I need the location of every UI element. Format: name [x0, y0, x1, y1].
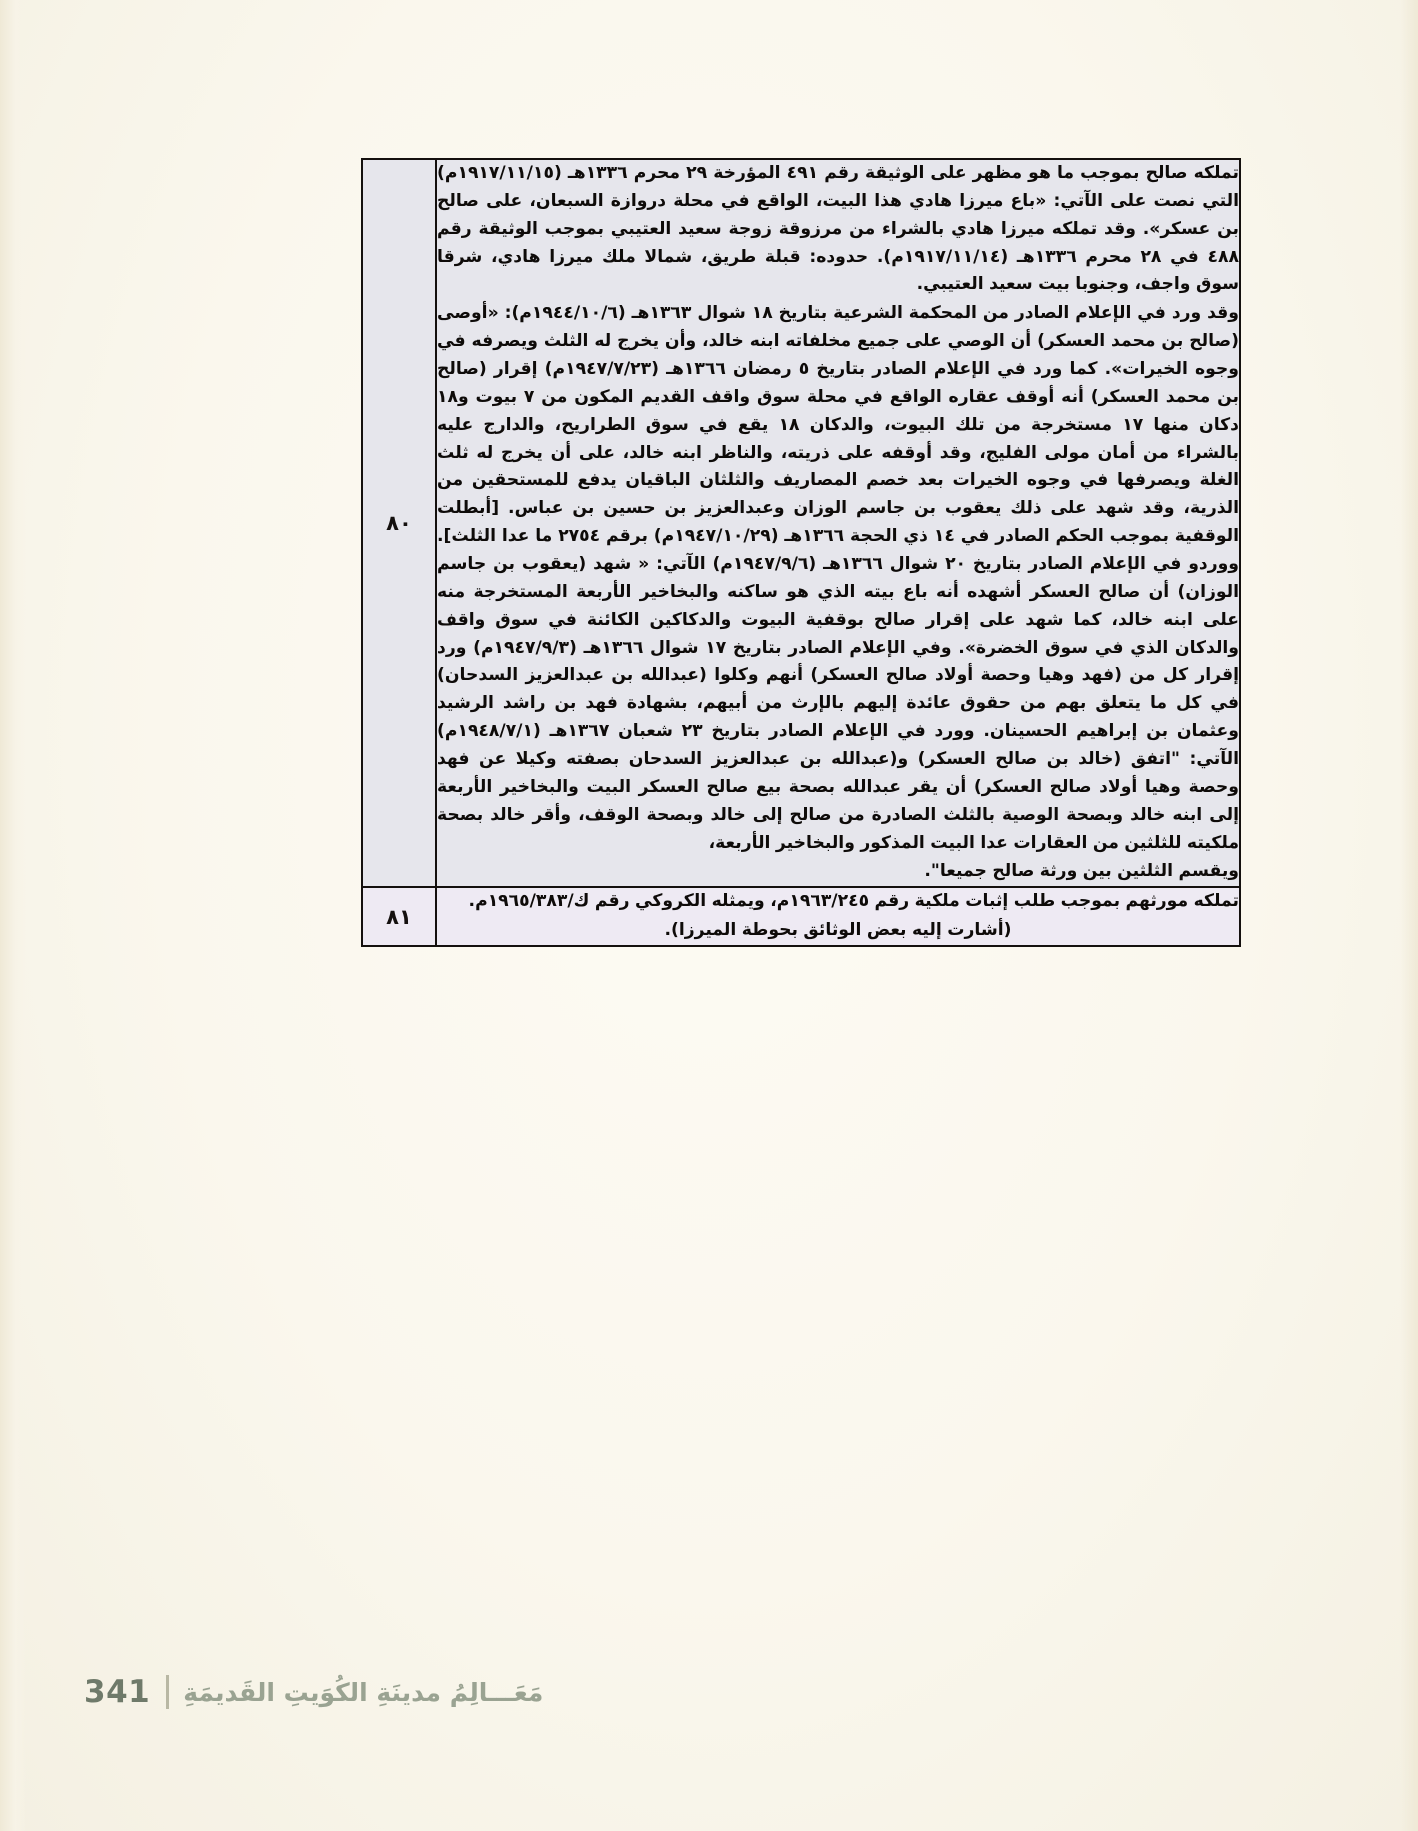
record-number-cell: ٨١ [362, 887, 436, 946]
records-table-container [361, 158, 1241, 947]
page-number: 341 [84, 1673, 151, 1710]
record-paragraph: تملكه صالح بموجب ما هو مظهر على الوثيقة رقم ٤٩١ المؤرخة ٢٩ محرم ١٣٣٦هـ (١٩١٧/١١/١٥م) التي نصت على الآتي: «باع ميرزا هادي هذا البيت، الواقع في محلة دروازة السبعان، على صالح بن عسكر». وقد تملكه ميرزا هادي بالشراء من مرزوقة زوجة سعيد العتيبي بموجب الوثيقة رقم ٤٨٨ في ٢٨ محرم ١٣٣٦هـ (١٩١٧/١١/١٤م). حدوده: قبلة طريق، شمالا ملك ميرزا هادي، شرقا سوق واجف، وجنوبا بيت سعيد العتيبي. [437, 163, 1239, 295]
table-row [362, 159, 1240, 887]
record-paragraph: تملكه مورثهم بموجب طلب إثبات ملكية رقم ١٩٦٣/٢٤٥م، ويمثله الكروكي رقم ك/١٩٦٥/٣٨٣م. [468, 891, 1239, 912]
page-edge-shadow-left [0, 0, 26, 1831]
record-body-cell [436, 887, 1240, 946]
footer-divider [166, 1675, 169, 1709]
record-paragraph: ويقسم الثلثين بين ورثة صالح جميعا". [924, 861, 1239, 882]
record-paragraph: (أشارت إليه بعض الوثائق بحوطة الميرزا). [664, 920, 1012, 941]
page-edge-shadow-right [1400, 0, 1418, 1831]
records-table [361, 158, 1241, 947]
page-footer [84, 1675, 543, 1709]
record-body-cell [436, 159, 1240, 887]
table-row [362, 887, 1240, 946]
record-paragraph: وقد ورد في الإعلام الصادر من المحكمة الشرعية بتاريخ ١٨ شوال ١٣٦٣هـ (١٩٤٤/١٠/٦م): «أوصى (صالح بن محمد العسكر) أن الوصي على جميع مخلفاته ابنه خالد، وأن يخرج له الثلث ويصرفه في وجوه الخيرات». كما ورد في الإعلام الصادر بتاريخ ٥ رمضان ١٣٦٦هـ (١٩٤٧/٧/٢٣م) إقرار (صالح بن محمد العسكر) أنه أوقف عقاره الواقع في محلة سوق واقف القديم المكون من ٧ بيوت و١٨ دكان منها ١٧ مستخرجة من تلك البيوت، والدكان ١٨ يقع في سوق الطراريح، والدارج عليه بالشراء من أمان مولى الفليج، وقد أوقفه على ذريته، والناظر ابنه خالد، على أن يخرج له ثلث الغلة ويصرفها في وجوه الخيرات بعد خصم المصاريف والثلثان الباقيان يدفع للمستحقين من الذرية، وقد شهد على ذلك يعقوب بن جاسم الوزان وعبدالعزيز بن حسين بن عباس. [أبطلت الوقفية بموجب الحكم الصادر في ١٤ ذي الحجة ١٣٦٦هـ (١٩٤٧/١٠/٢٩م) برقم ٢٧٥٤ ما عدا الثلث]. ووردو في الإعلام الصادر بتاريخ ٢٠ شوال ١٣٦٦هـ (١٩٤٧/٩/٦م) الآتي: « شهد (يعقوب بن جاسم الوزان) أن صالح العسكر أشهده أنه باع بيته الذي هو ساكنه والبخاخير الأربعة المستخرجة منه على ابنه خالد، كما شهد على إقرار صالح بوقفية البيوت والدكاكين الكائنة في سوق واقف والدكان الذي في سوق الخضرة». وفي الإعلام الصادر بتاريخ ١٧ شوال ١٣٦٦هـ (١٩٤٧/٩/٣م) ورد إقرار كل من (فهد وهيا وحصة أولاد صالح العسكر) أنهم وكلوا (عبدالله بن عبدالعزيز السدحان) في كل ما يتعلق بهم من حقوق عائدة إليهم بالإرث من أبيهم، بشهادة فهد بن راشد الرشيد وعثمان بن إبراهيم الحسينان. وورد في الإعلام الصادر بتاريخ ٢٣ شعبان ١٣٦٧هـ (١٩٤٨/٧/١م) الآتي: "اتفق (خالد بن صالح العسكر) و(عبدالله بن عبدالعزيز السدحان بصفته وكيلا عن فهد وحصة وهيا أولاد صالح العسكر) أن يقر عبدالله بصحة بيع صالح العسكر البيت والبخاخير الأربعة إلى ابنه خالد وبصحة الوصية بالثلث الصادرة من صالح إلى خالد وبصحة الوقف، وأقر خالد بصحة ملكيته للثلثين من العقارات عدا البيت المذكور والبخاخير الأربعة، [437, 303, 1239, 853]
record-number-cell: ٨٠ [362, 159, 436, 887]
book-title: مَعَـــالِمُ مدينَةِ الكُوَيتِ القَديمَةِ [183, 1677, 544, 1707]
